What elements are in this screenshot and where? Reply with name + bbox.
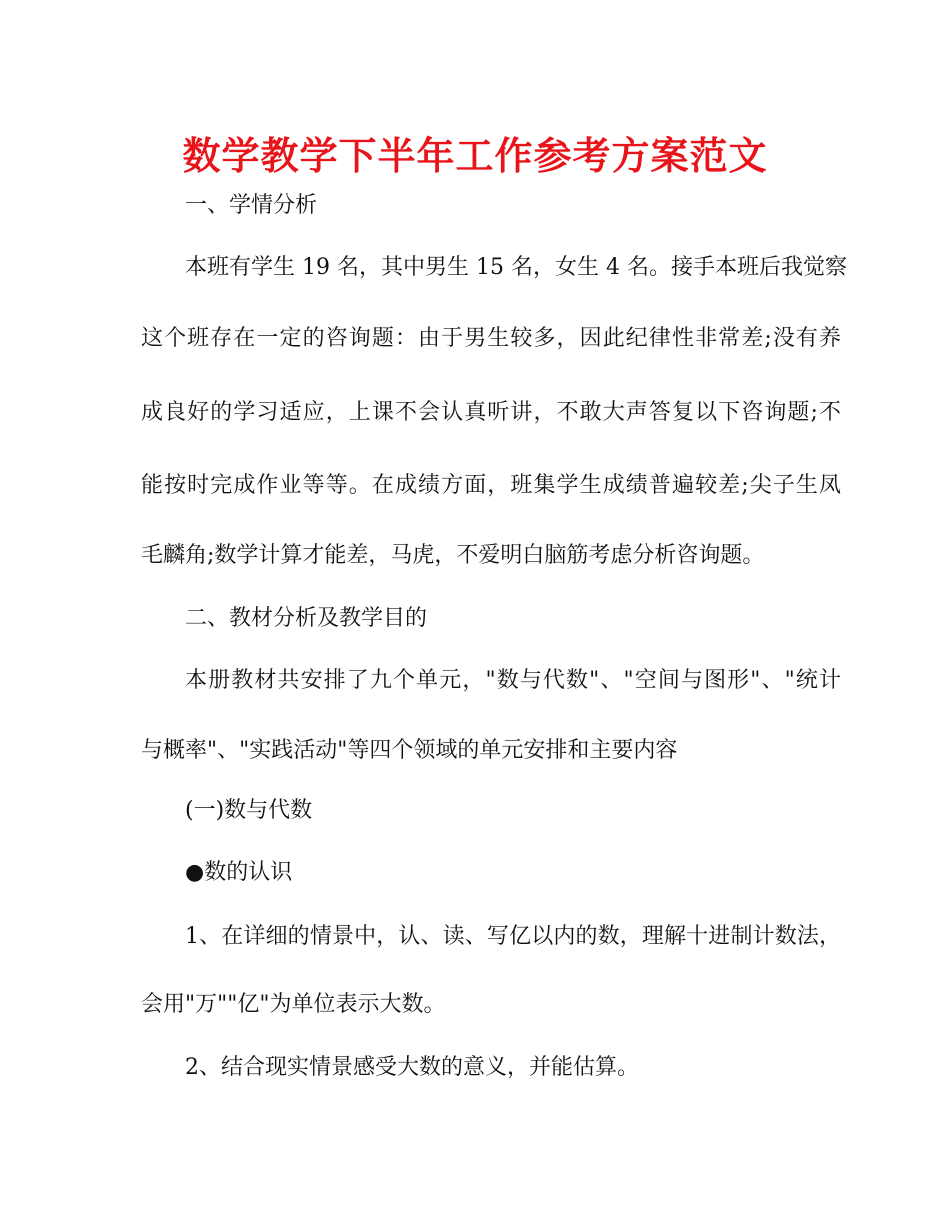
- paragraph-line: 与概率"、"实践活动"等四个领域的单元安排和主要内容: [141, 738, 678, 763]
- bullet-heading-number-recognition: ●数的认识: [185, 860, 293, 885]
- paragraph-line: 毛麟角;数学计算才能差，马虎，不爱明白脑筋考虑分析咨询题。: [141, 543, 765, 568]
- list-item-line: 2、结合现实情景感受大数的意义，并能估算。: [185, 1055, 639, 1080]
- list-item-line: 1、在详细的情景中，认、读、写亿以内的数，理解十进制计数法，: [185, 924, 841, 949]
- section-heading-materials: 二、教材分析及教学目的: [185, 606, 428, 631]
- paragraph-line: 能按时完成作业等等。在成绩方面，班集学生成绩普遍较差;尖子生凤: [141, 473, 841, 498]
- paragraph-line: 这个班存在一定的咨询题：由于男生较多，因此纪律性非常差;没有养: [141, 326, 841, 351]
- paragraph-line: 本班有学生 19 名，其中男生 15 名，女生 4 名。接手本班后我觉察: [185, 255, 847, 280]
- subheading-number-algebra: (一)数与代数: [185, 798, 313, 823]
- list-item-line: 会用"万""亿"为单位表示大数。: [141, 992, 446, 1017]
- paragraph-line: 本册教材共安排了九个单元，"数与代数"、"空间与图形"、"统计: [185, 668, 841, 693]
- section-heading-situation: 一、学情分析: [185, 193, 318, 218]
- paragraph-line: 成良好的学习适应，上课不会认真听讲，不敢大声答复以下咨询题;不: [141, 400, 841, 425]
- document-title: 数学教学下半年工作参考方案范文: [182, 134, 768, 178]
